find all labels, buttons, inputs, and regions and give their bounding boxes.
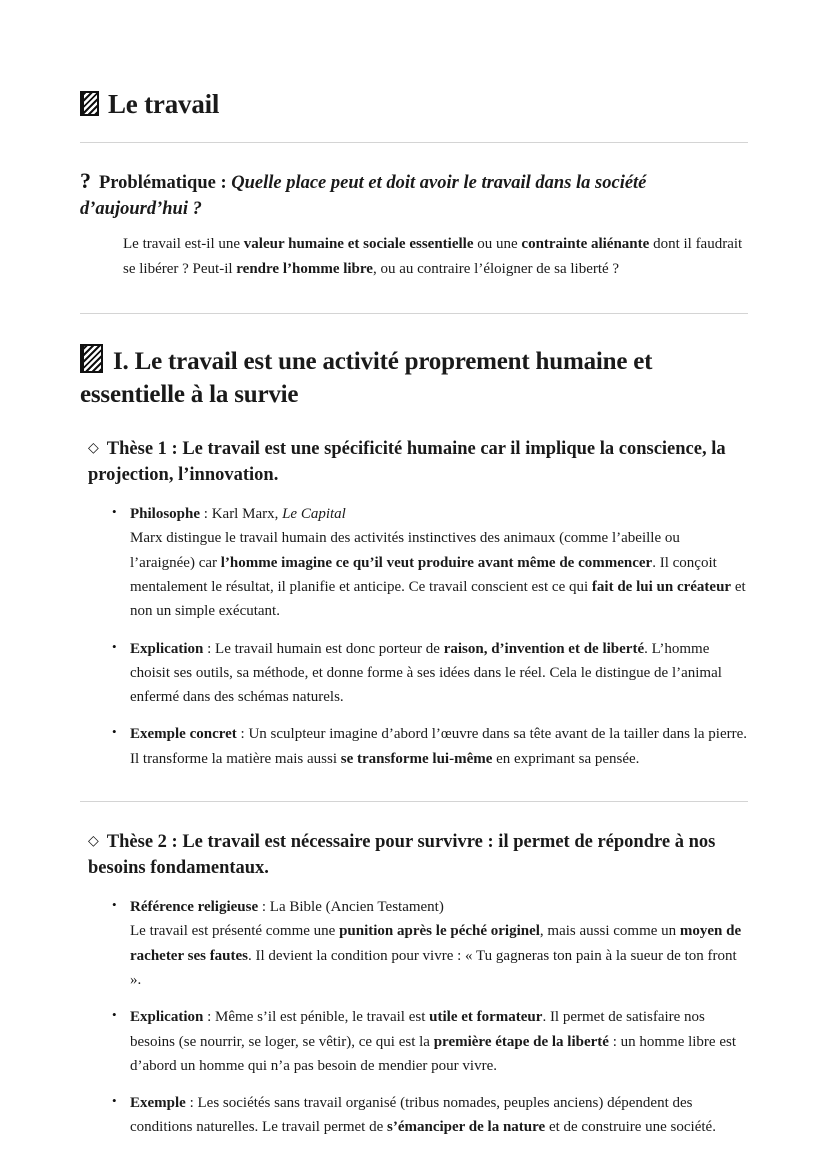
- page-title: [80, 88, 748, 120]
- these-2-block: [80, 830, 748, 1140]
- problematique-label: Problématique :: [99, 173, 227, 194]
- question-mark-icon: ?: [80, 168, 91, 194]
- list-item: • Référence religieuse : La Bible (Ancien Testament) Le travail est présenté comme une punition après le péché originel, mais aussi comme un moyen de racheter ses fautes. Il devient la condition pour vivre : « Tu gagneras ton pain à la sueur de ton front ».: [112, 895, 748, 992]
- list-item: • Philosophe : Karl Marx, Le Capital Marx distingue le travail humain des activités instinctives des animaux (comme l’abeille ou l’araignée) car l’homme imagine ce qu’il veut produire avant même de commencer. Il conçoit mentalement le résultat, il planifie et anticipe. Ce travail conscient est ce qui fait de lui un créateur et non un simple exécutant.: [112, 502, 748, 623]
- page-title-text: Le travail: [108, 89, 220, 119]
- problematique-block: [80, 170, 748, 281]
- problematique-body: Le travail est-il une valeur humaine et sociale essentielle ou une contrainte aliénante dont il faudrait se libérer ? Peut-il rendre l’homme libre, ou au contraire l’éloigner de sa liberté ?: [123, 236, 743, 277]
- problematique-question: Quelle place peut et doit avoir le travail dans la société d’aujourd’hui ?: [80, 173, 647, 219]
- these-2-list: [80, 895, 748, 1140]
- list-item: • Explication : Le travail humain est donc porteur de raison, d’invention et de liberté. L’homme choisit ses outils, sa méthode, et donne forme à ses idées dans le réel. Cela le distingue de l’animal enfermé dans des schémas naturels.: [112, 637, 748, 710]
- these-1-block: [80, 437, 748, 771]
- section-heading-1: [80, 344, 748, 411]
- divider-2: [80, 313, 748, 314]
- section-heading-1-text: I. Le travail est une activité proprement humaine et essentielle à la survie: [80, 348, 653, 408]
- these-2-heading: [88, 830, 748, 881]
- diamond-icon: ◇: [88, 441, 99, 457]
- these-1-heading-text: Thèse 1 : Le travail est une spécificité humaine car il implique la conscience, la projection, l’innovation.: [88, 439, 726, 485]
- notebook-icon: [80, 344, 103, 373]
- these-1-heading: [88, 437, 748, 488]
- notebook-icon: [80, 91, 99, 116]
- list-item: • Exemple : Les sociétés sans travail organisé (tribus nomades, peuples anciens) dépendent des conditions naturelles. Le travail permet de s’émanciper de la nature et de construire une société.: [112, 1091, 748, 1140]
- these-2-heading-text: Thèse 2 : Le travail est nécessaire pour survivre : il permet de répondre à nos besoins fondamentaux.: [88, 832, 716, 878]
- these-1-list: [80, 502, 748, 771]
- divider-3: [80, 801, 748, 802]
- divider-1: [80, 142, 748, 143]
- diamond-icon: ◇: [88, 834, 99, 850]
- list-item: • Exemple concret : Un sculpteur imagine d’abord l’œuvre dans sa tête avant de la tailler dans la pierre. Il transforme la matière mais aussi se transforme lui-même en exprimant sa pensée.: [112, 722, 748, 771]
- list-item: • Explication : Même s’il est pénible, le travail est utile et formateur. Il permet de satisfaire nos besoins (se nourrir, se loger, se vêtir), ce qui est la première étape de la liberté : un homme libre est d’abord un homme qui n’a pas besoin de mendier pour vivre.: [112, 1005, 748, 1078]
